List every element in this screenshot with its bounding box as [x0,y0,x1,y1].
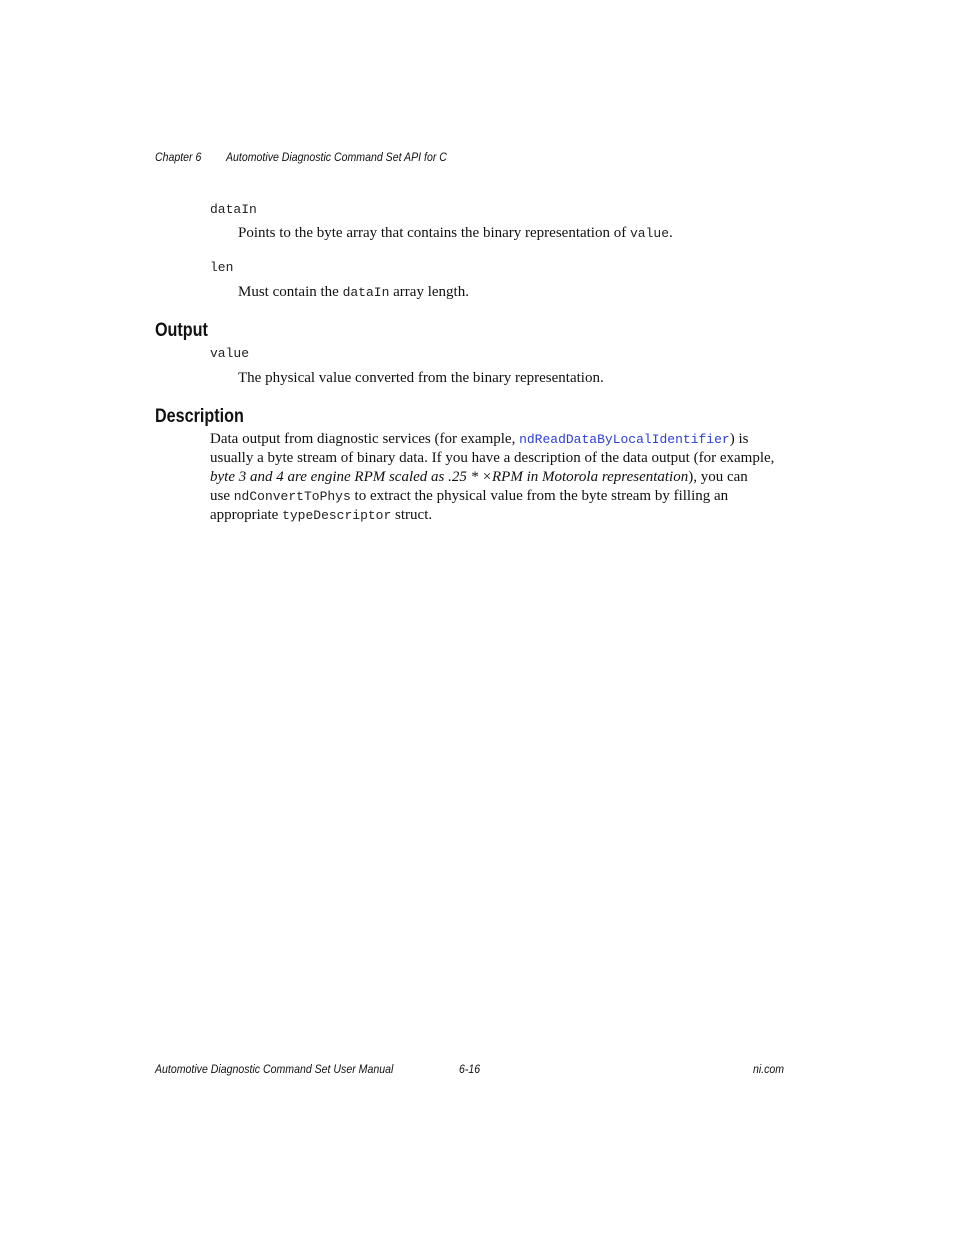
para-text: use [210,488,234,504]
para-line [210,487,795,506]
param-len-desc [238,284,469,301]
chapter-title: Automotive Diagnostic Command Set API for C [226,150,447,164]
code-ndconverttophys: ndConvertToPhys [233,489,351,504]
desc-text: . [669,225,673,241]
para-line: usually a byte stream of binary data. If you have a description of the data output (for example, [210,450,775,466]
output-heading: Output [155,320,208,341]
para-text: appropriate [210,507,283,523]
desc-text: Points to the byte array that contains the binary representation of [238,225,630,241]
param-datain-desc [238,225,673,242]
footer-site: ni.com [753,1062,785,1076]
para-text: struct. [391,507,433,523]
running-header [155,150,447,164]
code-datain: dataIn [342,285,390,300]
param-datain-name: dataIn [210,202,257,217]
para-text: Data output from diagnostic services (for example, [210,431,520,447]
description-paragraph [210,430,795,525]
desc-text: array length. [389,284,469,300]
chapter-number: Chapter 6 [155,150,202,164]
param-value-desc: The physical value converted from the binary representation. [238,370,604,386]
ndreaddatabylocalidentifier-link[interactable]: ndReadDataByLocalIdentifier [519,432,730,447]
para-line [210,430,795,449]
footer-manual-title: Automotive Diagnostic Command Set User Manual [155,1062,394,1076]
param-len-name: len [210,260,234,275]
footer-page-number: 6-16 [459,1062,481,1076]
code-typedescriptor: typeDescriptor [282,508,392,523]
para-italic-text: byte 3 and 4 are engine RPM scaled as .25 * ×RPM in Motorola representation [210,469,689,485]
para-text: to extract the physical value from the byte stream by filling an [350,488,729,504]
param-value-name: value [210,346,250,361]
para-text: ) is [729,431,749,447]
para-line [210,506,795,525]
desc-text: Must contain the [238,284,343,300]
para-text: ), you can [688,469,748,485]
para-line [210,468,795,487]
code-value: value [629,226,669,241]
description-heading: Description [155,406,244,427]
